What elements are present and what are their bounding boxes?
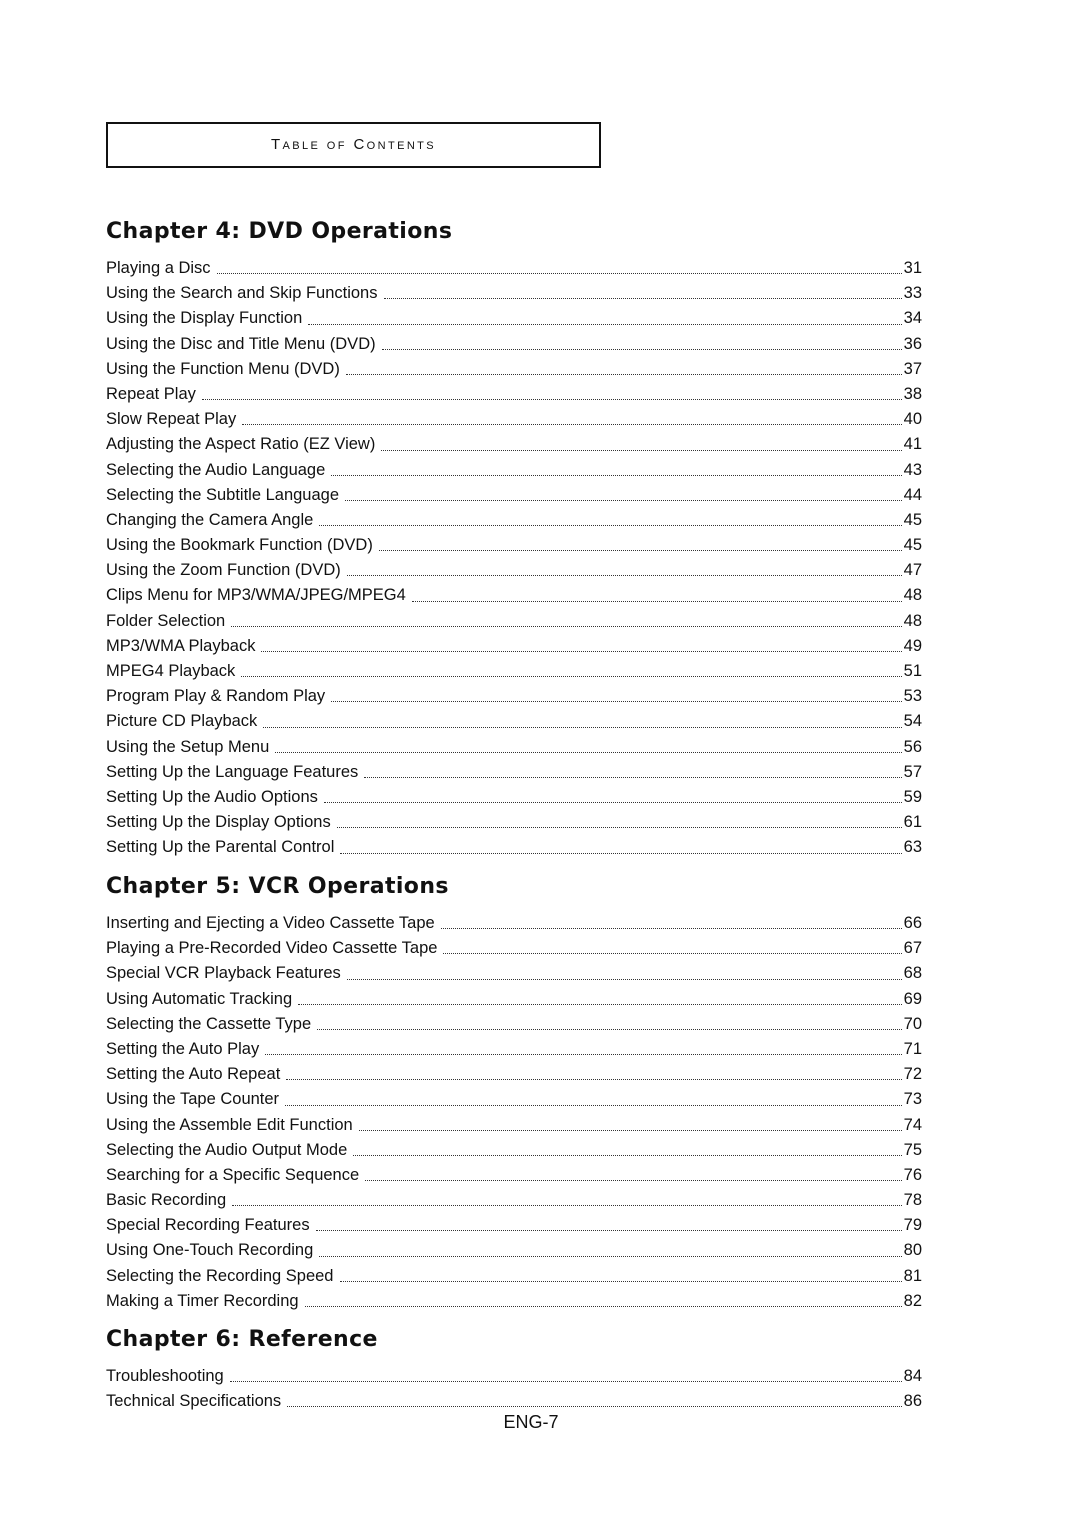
- toc-entry-label: Using the Display Function: [106, 309, 303, 328]
- toc-entry-label: Using the Zoom Function (DVD): [106, 561, 341, 580]
- toc-entry[interactable]: [106, 382, 922, 407]
- dot-leader: [441, 928, 902, 929]
- dot-leader: [384, 298, 902, 299]
- toc-entry[interactable]: [106, 1062, 922, 1087]
- dot-leader: [230, 1381, 902, 1382]
- toc-entry[interactable]: [106, 332, 922, 357]
- chapter-5-entry-list: [106, 911, 922, 1314]
- toc-entry-page: 66: [903, 914, 922, 932]
- toc-entry-label: MP3/WMA Playback: [106, 636, 256, 655]
- dot-leader: [347, 979, 902, 980]
- toc-entry-page: 45: [903, 510, 922, 529]
- toc-entry-page: 81: [903, 1266, 922, 1285]
- toc-entry-page: 70: [903, 1014, 922, 1033]
- toc-entry[interactable]: [106, 558, 922, 583]
- dot-leader: [319, 525, 901, 526]
- dot-leader: [347, 575, 902, 576]
- toc-entry-label: Using the Disc and Title Menu (DVD): [106, 334, 376, 353]
- toc-entry[interactable]: [106, 583, 922, 608]
- toc-entry-page: 74: [903, 1115, 922, 1134]
- dot-leader: [202, 399, 902, 400]
- toc-entry-page: 84: [903, 1367, 922, 1385]
- toc-entry[interactable]: [106, 533, 922, 558]
- toc-entry[interactable]: [106, 709, 922, 734]
- toc-entry[interactable]: [106, 1138, 922, 1163]
- toc-entry[interactable]: [106, 911, 922, 936]
- dot-leader: [324, 802, 902, 803]
- dot-leader: [286, 1079, 901, 1080]
- toc-entry-label: Changing the Camera Angle: [106, 510, 314, 529]
- dot-leader: [379, 550, 902, 551]
- toc-entry-page: 73: [903, 1090, 922, 1109]
- dot-leader: [340, 853, 901, 854]
- dot-leader: [242, 424, 901, 425]
- toc-entry-label: Making a Timer Recording: [106, 1291, 299, 1310]
- toc-entry-label: Technical Specifications: [106, 1392, 282, 1411]
- dot-leader: [285, 1105, 902, 1106]
- toc-entry-label: Using the Search and Skip Functions: [106, 284, 378, 303]
- page-number: ENG-7: [503, 1412, 559, 1432]
- chapter-4-entry-list: [106, 256, 922, 861]
- dot-leader: [331, 475, 901, 476]
- dot-leader: [317, 1029, 901, 1030]
- dot-leader: [275, 752, 901, 753]
- toc-entry[interactable]: [106, 1389, 922, 1414]
- dot-leader: [353, 1155, 901, 1156]
- toc-entry-page: 59: [903, 787, 922, 806]
- toc-entry-label: Using the Setup Menu: [106, 737, 270, 756]
- toc-entry[interactable]: [106, 1289, 922, 1314]
- toc-entry-label: Setting the Auto Repeat: [106, 1065, 281, 1084]
- toc-entry[interactable]: [106, 1264, 922, 1289]
- toc-entry[interactable]: [106, 1238, 922, 1263]
- dot-leader: [412, 601, 902, 602]
- dot-leader: [316, 1230, 902, 1231]
- toc-entry-page: 82: [903, 1291, 922, 1310]
- toc-entry-page: 63: [903, 838, 922, 857]
- toc-entry-page: 78: [903, 1191, 922, 1210]
- toc-entry[interactable]: [106, 609, 922, 634]
- dot-leader: [232, 1205, 902, 1206]
- dot-leader: [346, 374, 902, 375]
- toc-entry-label: MPEG4 Playback: [106, 662, 236, 680]
- toc-entry-label: Selecting the Subtitle Language: [106, 485, 340, 504]
- toc-entry[interactable]: [106, 987, 922, 1012]
- toc-entry-label: Selecting the Audio Language: [106, 460, 326, 479]
- toc-entry[interactable]: [106, 1113, 922, 1138]
- toc-entry-page: 48: [903, 586, 922, 605]
- toc-entry-label: Playing a Disc: [106, 259, 211, 277]
- toc-entry-label: Using the Function Menu (DVD): [106, 359, 340, 378]
- toc-entry-page: 68: [903, 964, 922, 983]
- toc-entry[interactable]: [106, 936, 922, 961]
- toc-entry-label: Basic Recording: [106, 1191, 227, 1210]
- toc-entry[interactable]: [106, 760, 922, 785]
- dot-leader: [382, 349, 902, 350]
- chapter-5-heading: Chapter 5: VCR Operations: [106, 874, 449, 899]
- toc-entry-label: Using the Bookmark Function (DVD): [106, 536, 373, 555]
- toc-entry[interactable]: [106, 306, 922, 331]
- toc-entry-label: Setting Up the Language Features: [106, 762, 359, 781]
- toc-entry-page: 51: [903, 662, 922, 680]
- toc-entry-label: Folder Selection: [106, 611, 226, 630]
- toc-entry-label: Selecting the Audio Output Mode: [106, 1140, 348, 1159]
- toc-entry[interactable]: [106, 256, 922, 281]
- toc-entry-label: Setting Up the Parental Control: [106, 838, 335, 857]
- toc-title-box: [106, 122, 601, 168]
- toc-entry[interactable]: [106, 961, 922, 986]
- toc-entry-page: 75: [903, 1140, 922, 1159]
- dot-leader: [308, 324, 901, 325]
- toc-entry-page: 38: [903, 384, 922, 403]
- toc-entry-page: 40: [903, 410, 922, 429]
- toc-entry[interactable]: [106, 735, 922, 760]
- toc-entry-page: 41: [903, 435, 922, 454]
- dot-leader: [340, 1281, 902, 1282]
- toc-entry-label: Clips Menu for MP3/WMA/JPEG/MPEG4: [106, 586, 406, 605]
- toc-entry-label: Program Play & Random Play: [106, 687, 326, 706]
- toc-entry-page: 45: [903, 536, 922, 555]
- toc-entry[interactable]: [106, 458, 922, 483]
- toc-entry[interactable]: [106, 785, 922, 810]
- toc-entry-label: Setting Up the Display Options: [106, 813, 331, 832]
- toc-entry-label: Inserting and Ejecting a Video Cassette Tape: [106, 914, 435, 932]
- dot-leader: [359, 1130, 902, 1131]
- dot-leader: [345, 500, 902, 501]
- dot-leader: [305, 1306, 902, 1307]
- toc-entry-page: 54: [903, 712, 922, 731]
- toc-entry-page: 53: [903, 687, 922, 706]
- toc-entry-page: 86: [903, 1392, 922, 1411]
- toc-entry[interactable]: [106, 407, 922, 432]
- dot-leader: [337, 827, 902, 828]
- dot-leader: [331, 701, 901, 702]
- chapter-6-heading: Chapter 6: Reference: [106, 1327, 378, 1352]
- toc-entry-label: Selecting the Cassette Type: [106, 1014, 312, 1033]
- toc-entry-page: 67: [903, 939, 922, 958]
- dot-leader: [217, 273, 902, 274]
- chapter-6-entry-list: [106, 1364, 922, 1414]
- toc-entry-label: Special Recording Features: [106, 1216, 310, 1235]
- dot-leader: [381, 450, 901, 451]
- dot-leader: [265, 1054, 901, 1055]
- toc-entry-label: Using the Tape Counter: [106, 1090, 280, 1109]
- toc-entry[interactable]: [106, 1163, 922, 1188]
- toc-entry-page: 37: [903, 359, 922, 378]
- toc-entry-page: 43: [903, 460, 922, 479]
- toc-entry[interactable]: [106, 1364, 922, 1389]
- toc-entry-page: 31: [903, 259, 922, 277]
- toc-entry-label: Special VCR Playback Features: [106, 964, 341, 983]
- toc-entry-page: 71: [903, 1039, 922, 1058]
- toc-entry-label: Setting the Auto Play: [106, 1039, 260, 1058]
- dot-leader: [263, 727, 901, 728]
- toc-entry[interactable]: [106, 281, 922, 306]
- toc-entry[interactable]: [106, 835, 922, 860]
- toc-entry-page: 34: [903, 309, 922, 328]
- toc-entry[interactable]: [106, 1087, 922, 1112]
- toc-entry-page: 36: [903, 334, 922, 353]
- toc-entry-page: 80: [903, 1241, 922, 1260]
- toc-entry[interactable]: [106, 483, 922, 508]
- toc-entry-label: Adjusting the Aspect Ratio (EZ View): [106, 435, 376, 454]
- toc-entry-page: 61: [903, 813, 922, 832]
- toc-entry[interactable]: [106, 810, 922, 835]
- toc-entry[interactable]: [106, 1213, 922, 1238]
- dot-leader: [287, 1406, 901, 1407]
- toc-title: Table of Contents: [270, 136, 437, 153]
- dot-leader: [261, 651, 901, 652]
- chapter-4-heading: Chapter 4: DVD Operations: [106, 219, 453, 244]
- dot-leader: [364, 777, 901, 778]
- toc-entry[interactable]: [106, 684, 922, 709]
- dot-leader: [231, 626, 901, 627]
- toc-entry-label: Setting Up the Audio Options: [106, 787, 318, 806]
- toc-entry-page: 56: [903, 737, 922, 756]
- dot-leader: [298, 1004, 901, 1005]
- toc-entry-label: Using One-Touch Recording: [106, 1241, 314, 1260]
- toc-entry[interactable]: [106, 1037, 922, 1062]
- toc-entry-page: 49: [903, 636, 922, 655]
- toc-entry-page: 72: [903, 1065, 922, 1084]
- toc-entry[interactable]: [106, 357, 922, 382]
- toc-entry-page: 44: [903, 485, 922, 504]
- toc-entry-page: 79: [903, 1216, 922, 1235]
- toc-entry[interactable]: [106, 508, 922, 533]
- toc-entry-page: 48: [903, 611, 922, 630]
- dot-leader: [241, 676, 901, 677]
- toc-entry-page: 33: [903, 284, 922, 303]
- toc-entry-page: 69: [903, 989, 922, 1008]
- toc-entry-label: Selecting the Recording Speed: [106, 1266, 334, 1285]
- toc-entry-page: 57: [903, 762, 922, 781]
- dot-leader: [443, 953, 901, 954]
- toc-entry-label: Using the Assemble Edit Function: [106, 1115, 353, 1134]
- toc-entry[interactable]: [106, 1012, 922, 1037]
- toc-entry-label: Slow Repeat Play: [106, 410, 237, 429]
- dot-leader: [319, 1256, 901, 1257]
- toc-entry-label: Picture CD Playback: [106, 712, 258, 731]
- toc-entry[interactable]: [106, 432, 922, 457]
- toc-entry[interactable]: [106, 634, 922, 659]
- toc-entry-page: 47: [903, 561, 922, 580]
- toc-entry-page: 76: [903, 1165, 922, 1184]
- toc-entry-label: Playing a Pre-Recorded Video Cassette Tape: [106, 939, 438, 958]
- toc-entry-label: Repeat Play: [106, 384, 196, 403]
- toc-entry[interactable]: [106, 1188, 922, 1213]
- dot-leader: [365, 1180, 901, 1181]
- toc-entry[interactable]: [106, 659, 922, 684]
- toc-entry-label: Searching for a Specific Sequence: [106, 1165, 360, 1184]
- toc-entry-label: Troubleshooting: [106, 1367, 224, 1385]
- toc-entry-label: Using Automatic Tracking: [106, 989, 293, 1008]
